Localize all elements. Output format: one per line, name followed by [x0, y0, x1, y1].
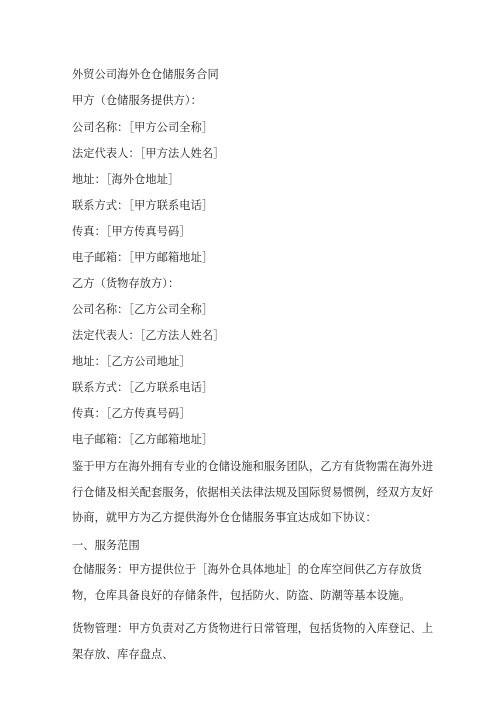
party-a-legal-rep: 法定代表人：［甲方法人姓名］ — [72, 147, 225, 160]
storage-service-paragraph: 仓储服务：甲方提供位于［海外仓具体地址］的仓库空间供乙方存放货物，仓库具备良好的存储条件，包括防火、防盗、防潮等基本设施。 — [72, 563, 422, 602]
party-a-fax: 传真：［甲方传真号码］ — [72, 225, 191, 238]
party-b-email: 电子邮箱：［乙方邮箱地址］ — [72, 433, 214, 446]
party-b-fax: 传真：［乙方传真号码］ — [72, 407, 191, 420]
party-a-heading: 甲方（仓储服务提供方）： — [72, 94, 202, 107]
document-title: 外贸公司海外仓仓储服务合同 — [72, 68, 219, 81]
party-b-heading: 乙方（货物存放方）： — [72, 277, 180, 290]
party-b-address: 地址：［乙方公司地址］ — [72, 355, 191, 368]
party-b-legal-rep: 法定代表人：［乙方法人姓名］ — [72, 329, 225, 342]
preamble-paragraph: 鉴于甲方在海外拥有专业的仓储设施和服务团队，乙方有货物需在海外进行仓储及相关配套服务，依据相关法律法规及国际贸易惯例，经双方友好协商，就甲方为乙方提供海外仓仓储服务事宜达成如下协议： — [72, 460, 434, 524]
party-a-phone: 联系方式：［甲方联系电话］ — [72, 199, 214, 212]
party-b-company: 公司名称：［乙方公司全称］ — [72, 303, 214, 316]
party-a-address: 地址：［海外仓地址］ — [72, 173, 180, 186]
party-b-phone: 联系方式：［乙方联系电话］ — [72, 381, 214, 394]
party-a-company: 公司名称：［甲方公司全称］ — [72, 121, 214, 134]
section-heading-service-scope: 一、服务范围 — [72, 539, 140, 552]
party-a-email: 电子邮箱：［甲方邮箱地址］ — [72, 251, 214, 264]
goods-management-paragraph: 货物管理：甲方负责对乙方货物进行日常管理，包括货物的入库登记、上架存放、库存盘点、 — [72, 622, 434, 661]
